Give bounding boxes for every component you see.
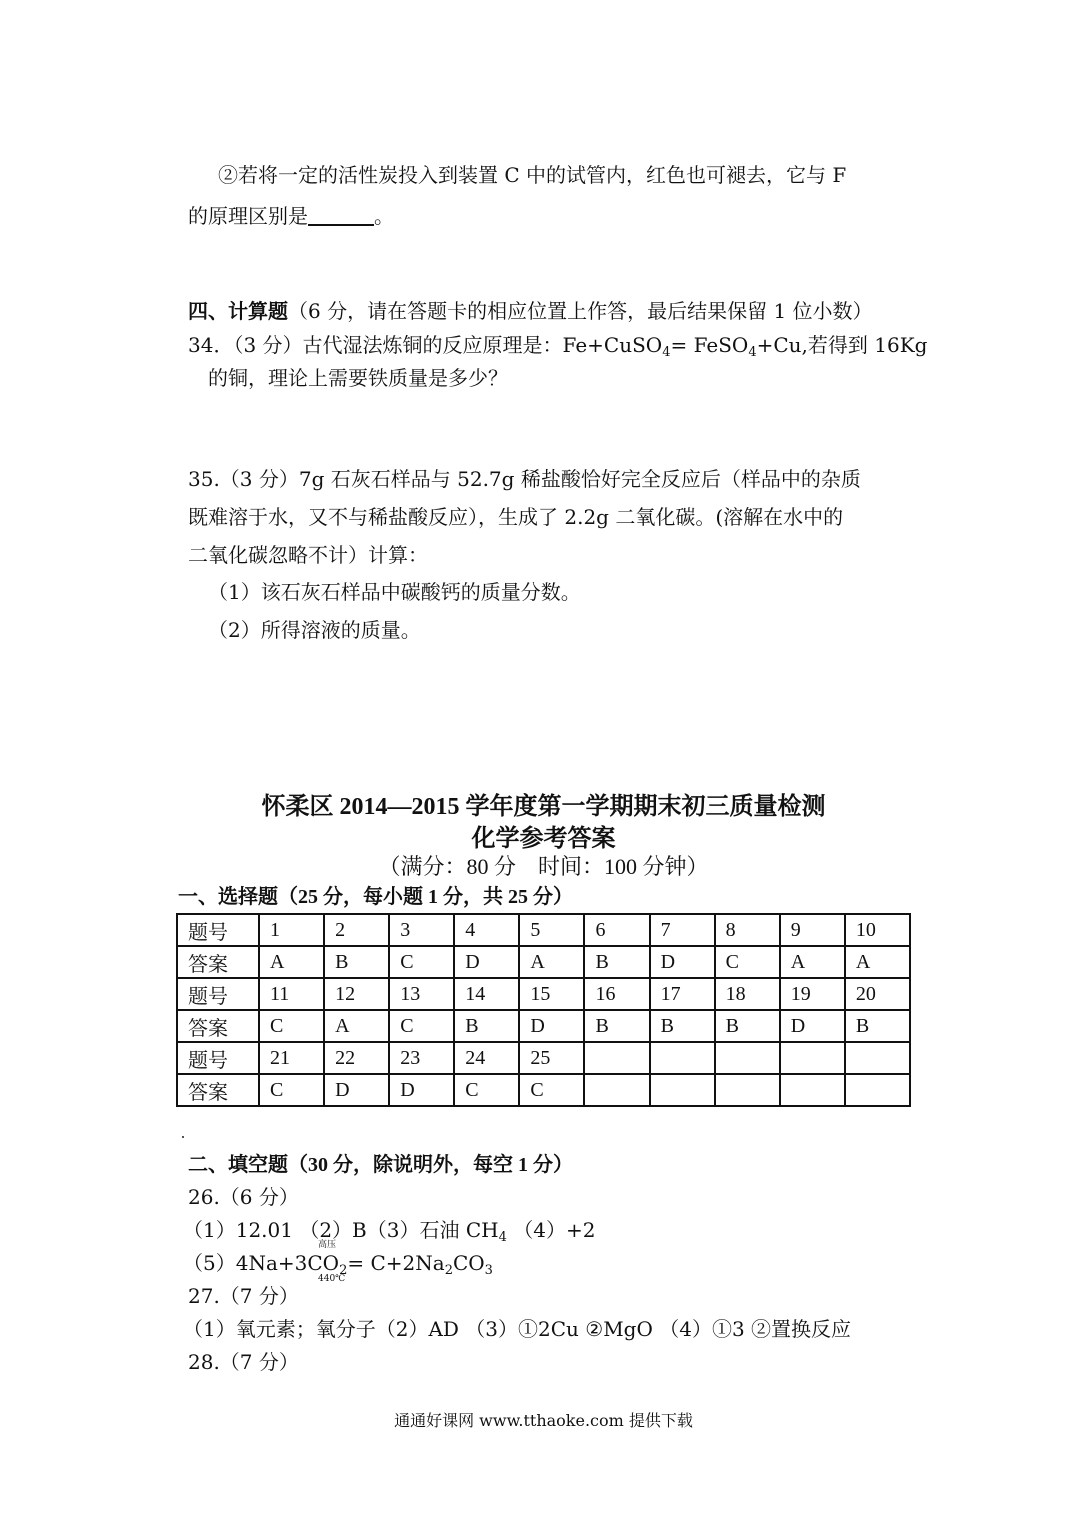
q33-part2-line1: ②若将一定的活性炭投入到装置 C 中的试管内，红色也可褪去，它与 F <box>218 163 847 187</box>
q26-line2-pre: （5）4Na+3CO <box>183 1251 340 1275</box>
q34-line1-pre: 34．（3 分）古代湿法炼铜的反应原理是：Fe+CuSO <box>188 333 663 357</box>
table-cell: A <box>324 1010 389 1042</box>
q34-line1-mid: = FeSO <box>670 333 749 357</box>
table-cell: 6 <box>584 914 649 946</box>
table-cell: B <box>454 1010 519 1042</box>
q33-part2-line2-pre: 的原理区别是 <box>188 204 308 228</box>
subscript: 4 <box>662 345 671 360</box>
table-cell: 10 <box>845 914 910 946</box>
table-cell: 20 <box>845 978 910 1010</box>
table-cell <box>584 1074 649 1106</box>
table-cell: B <box>715 1010 780 1042</box>
reaction-condition-bottom: 440℃ <box>318 1274 346 1284</box>
table-cell: D <box>780 1010 845 1042</box>
table-cell: 1 <box>259 914 324 946</box>
q27-head: 27.（7 分） <box>188 1284 299 1308</box>
table-row <box>177 914 910 946</box>
q35-line2: 既难溶于水，又不与稀盐酸反应），生成了 2.2g 二氧化碳。(溶解在水中的 <box>188 505 844 529</box>
table-cell: C <box>454 1074 519 1106</box>
subscript: 3 <box>484 1263 493 1278</box>
q26-line2-mid2: CO <box>452 1251 485 1275</box>
table-cell: D <box>650 946 715 978</box>
q35-item2: （2）所得溶液的质量。 <box>208 618 421 642</box>
table-cell <box>845 1074 910 1106</box>
q27-line1: （1）氧元素；氧分子（2）AD （3）①2Cu ②MgO （4）①3 ②置换反应 <box>183 1317 852 1341</box>
table-cell <box>650 1074 715 1106</box>
answer-table <box>176 913 911 1107</box>
table-cell: B <box>584 946 649 978</box>
table-cell: 2 <box>324 914 389 946</box>
table-row <box>177 1042 910 1074</box>
answer-blank <box>308 204 374 226</box>
answer-subtitle: （满分：80 分 时间：100 分钟） <box>378 854 709 879</box>
q35-item1: （1）该石灰石样品中碳酸钙的质量分数。 <box>208 580 581 604</box>
q35-line3: 二氧化碳忽略不计）计算： <box>188 543 428 567</box>
table-cell: B <box>650 1010 715 1042</box>
section4-heading: 四、计算题 <box>188 299 288 323</box>
table-cell: A <box>259 946 324 978</box>
table-cell: 25 <box>519 1042 584 1074</box>
footer-credit: 通通好课网 www.tthaoke.com 提供下载 <box>394 1411 693 1430</box>
table-cell: 答案 <box>177 1010 259 1042</box>
table-cell: 9 <box>780 914 845 946</box>
q26-line1-post: （4）+2 <box>506 1218 596 1242</box>
q26-line1 <box>183 1216 595 1252</box>
table-cell <box>715 1042 780 1074</box>
q33-part2-line2-post: 。 <box>374 204 394 228</box>
table-cell: C <box>259 1010 324 1042</box>
table-cell: A <box>780 946 845 978</box>
stray-dot <box>182 1136 184 1138</box>
table-cell: A <box>845 946 910 978</box>
table-cell: B <box>584 1010 649 1042</box>
q26-line1-pre: （1）12.01 （2）B（3）石油 CH <box>183 1218 499 1242</box>
table-cell: 16 <box>584 978 649 1010</box>
table-row <box>177 1010 910 1042</box>
section4-heading-line <box>188 297 873 325</box>
q35-line1: 35.（3 分）7g 石灰石样品与 52.7g 稀盐酸恰好完全反应后（样品中的杂质 <box>188 467 861 491</box>
table-cell: D <box>454 946 519 978</box>
table-cell: A <box>519 946 584 978</box>
table-cell: 23 <box>389 1042 454 1074</box>
table-cell: D <box>519 1010 584 1042</box>
table-cell: 18 <box>715 978 780 1010</box>
table-cell: 4 <box>454 914 519 946</box>
equals-sign: = <box>347 1251 365 1275</box>
table-cell: 14 <box>454 978 519 1010</box>
table-cell: C <box>519 1074 584 1106</box>
table-row <box>177 946 910 978</box>
q34-line1 <box>188 331 927 367</box>
subscript: 4 <box>748 345 757 360</box>
table-cell: 7 <box>650 914 715 946</box>
table-cell: 15 <box>519 978 584 1010</box>
table-cell: D <box>389 1074 454 1106</box>
table-cell: 11 <box>259 978 324 1010</box>
table-row <box>177 978 910 1010</box>
section1-heading: 一、选择题（25 分，每小题 1 分，共 25 分） <box>178 886 573 908</box>
table-cell: C <box>259 1074 324 1106</box>
table-cell <box>650 1042 715 1074</box>
section2-heading: 二、填空题（30 分，除说明外，每空 1 分） <box>188 1154 573 1176</box>
q28-head: 28.（7 分） <box>188 1350 299 1374</box>
table-cell: 22 <box>324 1042 389 1074</box>
table-cell <box>780 1074 845 1106</box>
table-cell: 答案 <box>177 946 259 978</box>
subscript: 2 <box>444 1263 453 1278</box>
reaction-condition-top: 高压 <box>318 1240 337 1250</box>
subscript: 4 <box>498 1230 507 1245</box>
table-cell: D <box>324 1074 389 1106</box>
table-cell: 8 <box>715 914 780 946</box>
table-cell: 题号 <box>177 914 259 946</box>
table-cell: 12 <box>324 978 389 1010</box>
section4-note: （6 分，请在答题卡的相应位置上作答，最后结果保留 1 位小数） <box>288 299 873 323</box>
table-cell: 题号 <box>177 978 259 1010</box>
table-cell: C <box>715 946 780 978</box>
table-cell: 5 <box>519 914 584 946</box>
table-cell: 19 <box>780 978 845 1010</box>
table-cell: 24 <box>454 1042 519 1074</box>
q26-line2-mid: C+2Na <box>364 1251 445 1275</box>
table-cell: 题号 <box>177 1042 259 1074</box>
subscript: 2 <box>339 1263 348 1278</box>
table-cell: 17 <box>650 978 715 1010</box>
table-cell <box>845 1042 910 1074</box>
table-cell: B <box>324 946 389 978</box>
q34-line1-post: +Cu,若得到 16Kg <box>756 333 928 357</box>
table-cell: 13 <box>389 978 454 1010</box>
table-cell <box>780 1042 845 1074</box>
table-cell: C <box>389 1010 454 1042</box>
q26-head: 26.（6 分） <box>188 1185 299 1209</box>
q34-line2: 的铜，理论上需要铁质量是多少？ <box>208 366 508 390</box>
answer-title-1: 怀柔区 2014—2015 学年度第一学期期末初三质量检测 <box>261 794 826 820</box>
table-cell <box>715 1074 780 1106</box>
table-cell: 答案 <box>177 1074 259 1106</box>
q33-part2-line2 <box>188 202 394 230</box>
answer-title-2: 化学参考答案 <box>471 826 616 852</box>
table-cell: C <box>389 946 454 978</box>
table-cell: B <box>845 1010 910 1042</box>
table-cell: 3 <box>389 914 454 946</box>
table-row <box>177 1074 910 1106</box>
table-cell <box>584 1042 649 1074</box>
table-cell: 21 <box>259 1042 324 1074</box>
